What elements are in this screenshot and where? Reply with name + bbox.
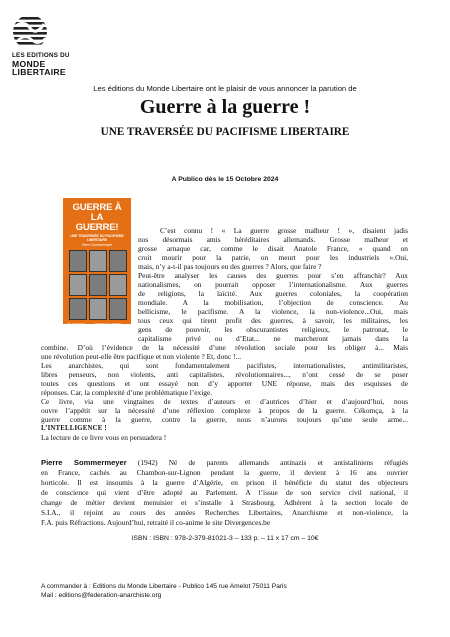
bio-line: de conscience qui vient d’être adopté au Parlement. A l’issue de son service civil national, il [41,488,408,497]
body-line: une révolution peut-elle être pacifique et non violente ? Et, donc !... [41,352,242,361]
bio-line: change de métier devient menuisier et s’installe à Strasbourg. Adhérent à la section locale de [41,498,408,507]
portrait [89,250,107,272]
bio-line: horticole. Il est insoumis à la guerre d’Algérie, en prison il bénéficie du statut des objecteurs [41,478,408,487]
cover-author: Pierre Sommermeyer [81,243,113,247]
isbn-info: ISBN : ISBN : 978-2-379-81021-3 – 133 p. – 11 x 17 cm – 10€ [131,535,319,542]
body-line: mondiale. A la mobilisation, l’objection de conscience. Au [138,298,408,307]
body-line: toutes ces questions et ont essayé non d’y apporter UNE réponse, mais des esquisses de [41,379,408,388]
body-line: mais, n’y a-t-il pas toujours eu des guerres ? Alors, que faire ? [138,262,322,271]
body-line: La lecture de ce livre vous en persuadera ! [41,433,167,442]
book-subtitle: UNE TRAVERSÉE DU PACIFISME LIBERTAIRE [100,126,350,138]
body-line: bellicisme, le pacifisme. A la violence, la non-violence...Oui, mais [138,307,408,316]
book-cover [63,198,131,329]
bio-line: S.I.A., il rejoint au cours des années Recherches Libertaires, Anarchisme et non-violence, la [41,508,408,517]
portrait [69,250,87,272]
body-line: nos désormais amis héréditaires allemands. Grosse malheur et [138,235,408,244]
bio-line: (1942) Né de parents allemands antinazis et antistaliniens réfugiés [137,458,408,467]
body-line-emphasis: L’INTELLIGENCE ! [41,425,107,432]
cover-title-line1: GUERRE À LA [72,202,122,223]
portrait [69,274,87,296]
announcement: Les éditions du Monde Libertaire ont le plaisir de vous annoncer la parution de [93,84,357,93]
logo-line1: LES EDITIONS DU [12,52,70,59]
portrait [89,274,107,296]
globe-stripes-logo [12,14,48,50]
release-date: A Publico dès le 15 Octobre 2024 [171,176,279,183]
body-line: C’est connu ! « La guerre grosse malheur ! », disaient jadis [160,226,408,235]
portrait [109,274,127,296]
bio-line: en France, cachés au Chambon-sur-Lignon pendant la guerre, il devient à 16 ans ouvrier [41,468,408,477]
order-email[interactable]: Mail : editions@federation-anarchiste.org [41,592,162,599]
cover-publisher: ÉDITIONS DU MONDE LIBERTAIRE [94,323,122,329]
book-title: Guerre à la guerre ! [139,96,311,118]
cover-subtitle: UNE TRAVERSÉE DU PACIFISME LIBERTAIRE [70,234,124,242]
publisher-logo [12,14,102,76]
body-line: réponses. Car, la complexité d’une problématique l’exige. [41,388,213,397]
body-line: combine. D’où l’évidence de la nécessité d’une révolution sociale pour les obliger à... Mais [41,343,408,352]
body-line: de religions, la laïcité. Aux guerres coloniales, la coopération [138,289,408,298]
logo-line2: MONDE LIBERTAIRE [12,59,66,77]
order-address: A commander à : Editions du Monde Libertaire - Publico 145 rue Amelot 75011 Paris [41,583,287,590]
body-line: croit mourir pour la patrie, on meurt pour les industriels ».Oui, [138,253,408,262]
portrait [109,298,127,320]
body-line: Ce livre, via une vingtaines de textes d’auteurs et d’autrices d’hier et d’aujourd’hui, nous [41,397,408,406]
author-name: Pierre Sommermeyer [41,458,127,467]
body-line: guerre comme à la guerre, contre la guerre, nous n’aurons toujours qu’une seule arme... [41,415,408,424]
portrait [69,298,87,320]
cover-title-line2: GUERRE! [75,222,119,233]
body-line: grosse arnaque car, comme le disait Anatole France, « quand on [138,244,408,253]
bio-line: F.A. puis Réfractions. Aujourd’hui, retraité il co-anime le site Divergences.be [41,518,271,527]
cover-collection: SÉLECTION DU LIVRE MORT [67,323,87,329]
body-line: tous ceux qui tirent profit des guerres, à savoir, les militaires, les [138,316,408,325]
body-line: libres penseurs, non violents, anti capitalistes, révolutionnaires..., n’ont cessé de se poser [41,370,408,379]
body-line: gens de pouvoir, les obscurantistes religieux, le patronat, le [138,325,408,334]
cover-portraits [69,250,127,320]
body-line: ouvre l’appétit sur la nécessité d’une réflexion complexe à propos de la guerre. Cékomça, à la [41,406,408,415]
body-line: capitalisme privé ou d’Etat... ne marcheront jamais dans la [138,334,408,343]
body-line: Peut-être analyser les causes des guerres pour s’en affranchir? Aux [138,271,408,280]
body-line: nationalismes, on pourrait opposer l’internationalisme. Aux guerres [138,280,408,289]
body-line: Les anarchistes, qui sont fondamentalement pacifistes, internationalistes, antimilitaristes, [41,361,408,370]
portrait [109,250,127,272]
portrait [89,298,107,320]
